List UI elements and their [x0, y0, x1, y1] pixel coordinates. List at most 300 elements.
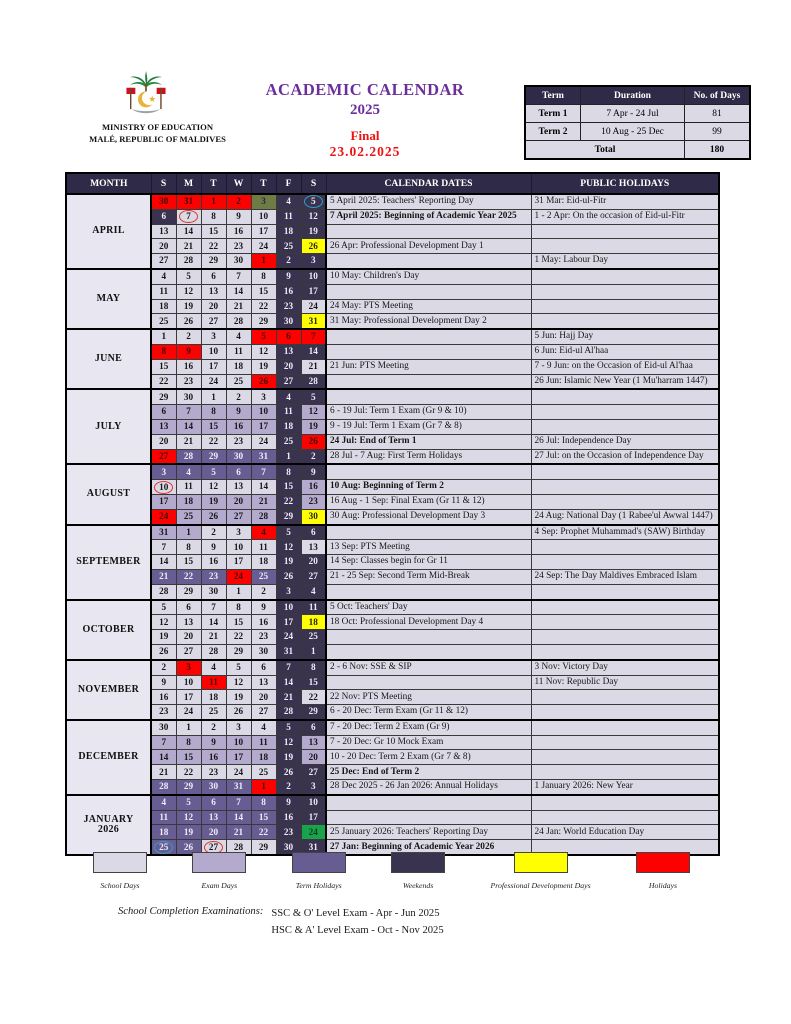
day-cell-school-day: 2 — [226, 389, 251, 404]
calendar-week-row — [66, 344, 719, 359]
day-cell-school-day: 30 — [251, 644, 276, 659]
day-cell-weekend: 11 — [276, 405, 301, 420]
public-holiday-cell — [531, 464, 719, 479]
day-cell-school-day: 8 — [226, 600, 251, 615]
month-label: APRIL — [66, 194, 151, 269]
day-cell-school-day: 16 — [201, 555, 226, 570]
title-block — [240, 80, 490, 160]
ministry-line2: MALÉ, REPUBLIC OF MALDIVES — [89, 134, 226, 145]
day-cell-school-day: 11 — [151, 284, 176, 299]
month-label: DECEMBER — [66, 720, 151, 795]
calendar-week-row — [66, 705, 719, 720]
weekday-col-header: T — [201, 173, 226, 194]
public-holiday-cell — [531, 389, 719, 404]
day-cell-weekend: 10 — [301, 269, 326, 284]
day-cell-school-day: 20 — [201, 299, 226, 314]
day-cell-term-holiday: 4 — [176, 464, 201, 479]
day-cell-weekend: 18 — [276, 224, 301, 239]
day-cell-holiday: 26 — [251, 374, 276, 389]
legend-swatch — [636, 852, 690, 873]
term-col-header: Term — [525, 86, 581, 105]
calendar-date-cell: 10 Aug: Beginning of Term 2 — [326, 480, 531, 495]
day-cell-exam-day: 23 — [301, 494, 326, 509]
calendar-week-row — [66, 644, 719, 659]
calendar-date-cell — [326, 224, 531, 239]
day-cell-term-holiday: 18 — [151, 825, 176, 840]
calendar-date-cell — [326, 329, 531, 344]
day-cell-holiday: 1 — [251, 254, 276, 269]
calendar-week-row — [66, 735, 719, 750]
legend-item — [490, 852, 590, 890]
calendar-week-row — [66, 494, 719, 509]
day-cell-school-day: 30 — [226, 254, 251, 269]
legend-label: Exam Days — [201, 881, 238, 890]
day-cell-school-day: 14 — [251, 480, 276, 495]
calendar-week-row — [66, 600, 719, 615]
public-holiday-cell — [531, 284, 719, 299]
day-cell-school-day: 29 — [176, 584, 201, 599]
day-cell-school-day: 26 — [176, 314, 201, 329]
day-cell-school-day: 29 — [251, 840, 276, 855]
day-cell-exam-day: 17 — [226, 750, 251, 765]
day-cell-school-day — [176, 209, 201, 224]
day-cell-weekend: 23 — [276, 825, 301, 840]
day-cell-exam-day: 8 — [201, 405, 226, 420]
day-cell-school-day: 7 — [151, 540, 176, 555]
day-cell-school-day: 1 — [201, 389, 226, 404]
day-cell-term-holiday: 19 — [176, 825, 201, 840]
day-cell-weekend: 31 — [301, 840, 326, 855]
day-cell-school-day: 8 — [176, 540, 201, 555]
day-cell-term-holiday: 26 — [176, 840, 201, 855]
calendar-week-row — [66, 239, 719, 254]
school-completion-label: School Completion Examinations: — [118, 906, 264, 917]
day-cell-holiday: 5 — [251, 329, 276, 344]
calendar-date-cell: 26 Apr: Professional Development Day 1 — [326, 239, 531, 254]
day-cell-weekend: 19 — [301, 224, 326, 239]
public-holiday-cell: 4 Sep: Prophet Muhammad's (SAW) Birthday — [531, 525, 719, 540]
public-holiday-cell — [531, 690, 719, 705]
calendar-date-cell — [326, 795, 531, 810]
day-cell-school-day: 1 — [151, 329, 176, 344]
day-cell-school-day: 22 — [176, 765, 201, 780]
day-cell-weekend: 3 — [276, 584, 301, 599]
month-label: JUNE — [66, 329, 151, 389]
day-cell-term-holiday: 6 — [226, 464, 251, 479]
day-cell-weekend: 29 — [276, 509, 301, 524]
day-cell-weekend: 25 — [276, 239, 301, 254]
day-cell-school-day: 25 — [151, 314, 176, 329]
month-label: SEPTEMBER — [66, 525, 151, 600]
emblem-graphic — [119, 70, 173, 118]
day-cell-school-day: 24 — [176, 705, 201, 720]
calendar-date-cell: 5 Oct: Teachers' Day — [326, 600, 531, 615]
calendar-date-cell: 6 - 20 Dec: Term Exam (Gr 11 & 12) — [326, 705, 531, 720]
public-holiday-cell — [531, 494, 719, 509]
calendar-week-row — [66, 464, 719, 479]
day-cell-holiday: 8 — [151, 344, 176, 359]
day-cell-weekend: 10 — [301, 795, 326, 810]
calendar-date-cell: 7 - 20 Dec: Gr 10 Mock Exam — [326, 735, 531, 750]
calendar-date-cell: 7 April 2025: Beginning of Academic Year 2025 — [326, 209, 531, 224]
calendar-date-cell: 6 - 19 Jul: Term 1 Exam (Gr 9 & 10) — [326, 405, 531, 420]
academic-calendar-table — [65, 172, 720, 856]
day-cell-school-day: 2 — [201, 720, 226, 735]
public-holiday-cell — [531, 720, 719, 735]
calendar-week-row — [66, 540, 719, 555]
public-holiday-cell — [531, 735, 719, 750]
public-holiday-cell — [531, 795, 719, 810]
day-cell-weekend: 1 — [276, 449, 301, 464]
day-cell-weekend: 4 — [301, 584, 326, 599]
maldives-emblem — [116, 70, 176, 118]
day-cell-school-day: 13 — [251, 675, 276, 690]
day-cell-school-day: 2 — [176, 329, 201, 344]
day-cell-school-day: 17 — [176, 690, 201, 705]
day-cell-exam-day: 10 — [251, 405, 276, 420]
calendar-week-row — [66, 209, 719, 224]
day-cell-weekend: 30 — [276, 314, 301, 329]
day-cell-term-holiday: 23 — [201, 569, 226, 584]
calendar-date-cell: 2 - 6 Nov: SSE & SIP — [326, 660, 531, 675]
day-cell-school-day: 27 — [151, 254, 176, 269]
day-cell-school-day: 22 — [251, 299, 276, 314]
day-cell-school-day: 12 — [226, 675, 251, 690]
day-cell-school-day: 4 — [151, 269, 176, 284]
day-cell-school-day: 13 — [226, 480, 251, 495]
day-cell-exam-day: 27 — [226, 509, 251, 524]
day-cell-weekend: 16 — [276, 810, 301, 825]
day-cell-weekend: 4 — [276, 194, 301, 209]
day-cell-weekend — [301, 194, 326, 209]
day-cell-school-day: 25 — [201, 705, 226, 720]
day-cell-school-day: 16 — [151, 690, 176, 705]
day-cell-school-day: 23 — [226, 239, 251, 254]
day-cell-school-day: 18 — [226, 359, 251, 374]
day-cell-term-holiday: 22 — [251, 825, 276, 840]
calendar-date-cell: 24 May: PTS Meeting — [326, 299, 531, 314]
day-cell-weekend: 17 — [301, 810, 326, 825]
day-cell-school-day: 27 — [176, 644, 201, 659]
legend-item — [93, 852, 147, 890]
day-cell-school-day: 9 — [151, 675, 176, 690]
day-cell-school-day: 21 — [176, 434, 201, 449]
public-holiday-cell: 26 Jun: Islamic New Year (1 Mu'harram 1447) — [531, 374, 719, 389]
day-cell-holiday: 24 — [151, 509, 176, 524]
calendar-date-cell: 21 Jun: PTS Meeting — [326, 359, 531, 374]
day-cell-school-day: 21 — [176, 239, 201, 254]
day-cell-school-day: 27 — [251, 705, 276, 720]
day-cell-school-day: 19 — [151, 630, 176, 645]
day-cell-holiday: 31 — [176, 194, 201, 209]
day-cell-exam-day: 9 — [226, 405, 251, 420]
day-cell-weekend: 17 — [276, 615, 301, 630]
day-cell-weekend: 19 — [276, 750, 301, 765]
day-cell-school-day: 12 — [176, 284, 201, 299]
day-cell-school-day: 30 — [201, 584, 226, 599]
day-cell-school-day: 11 — [226, 344, 251, 359]
day-cell-school-day: 10 — [226, 540, 251, 555]
day-cell-school-day: 30 — [151, 720, 176, 735]
legend-swatch — [391, 852, 445, 873]
day-cell-school-day: 3 — [226, 720, 251, 735]
calendar-week-row — [66, 269, 719, 284]
public-holiday-cell — [531, 615, 719, 630]
calendar-date-cell: 30 Aug: Professional Development Day 3 — [326, 509, 531, 524]
day-cell-weekend: 26 — [276, 765, 301, 780]
public-holiday-cell — [531, 224, 719, 239]
day-cell-school-day: 18 — [151, 299, 176, 314]
day-cell-school-day: 20 — [176, 630, 201, 645]
day-cell-exam-day: 7 — [176, 405, 201, 420]
day-cell-weekend: 22 — [276, 494, 301, 509]
day-cell-exam-day: 25 — [176, 509, 201, 524]
calendar-date-cell — [326, 644, 531, 659]
calendar-dates-col-header: CALENDAR DATES — [326, 173, 531, 194]
calendar-date-cell — [326, 284, 531, 299]
day-cell-holiday: 1 — [201, 194, 226, 209]
day-cell-school-day: 21 — [301, 359, 326, 374]
term-summary-cell: 7 Apr - 24 Jul — [581, 105, 685, 123]
public-holiday-cell: 5 Jun: Hajj Day — [531, 329, 719, 344]
day-cell-term-holiday: 29 — [201, 449, 226, 464]
day-cell-exam-day: 15 — [176, 750, 201, 765]
day-cell-weekend: 2 — [276, 780, 301, 795]
day-cell-school-day: 14 — [151, 555, 176, 570]
revision-date: 23.02.2025 — [329, 144, 401, 159]
day-cell-school-day: 22 — [226, 630, 251, 645]
day-cell-school-day: 25 — [251, 765, 276, 780]
day-cell-school-day: 25 — [226, 374, 251, 389]
day-cell-weekend: 4 — [276, 389, 301, 404]
day-cell-weekend: 8 — [276, 464, 301, 479]
day-cell-weekend: 25 — [301, 630, 326, 645]
term-summary-header-row — [525, 86, 750, 105]
day-cell-professional-development-day: 31 — [301, 314, 326, 329]
day-cell-school-day: 12 — [151, 615, 176, 630]
day-cell-weekend: 12 — [276, 735, 301, 750]
day-cell-term-holiday: 7 — [251, 464, 276, 479]
duration-col-header: Duration — [581, 86, 685, 105]
day-cell-weekend: 15 — [301, 675, 326, 690]
calendar-date-cell — [326, 810, 531, 825]
red-circle-marker: 10 — [154, 481, 173, 494]
day-cell-term-holiday: 28 — [151, 780, 176, 795]
day-cell-weekend: 11 — [276, 209, 301, 224]
day-cell-term-holiday: 30 — [226, 449, 251, 464]
legend-item — [391, 852, 445, 890]
day-cell-exam-day: 16 — [201, 750, 226, 765]
term-summary-table — [524, 85, 751, 160]
day-cell-holiday: 4 — [251, 525, 276, 540]
day-cell-school-day: 16 — [176, 359, 201, 374]
day-cell-school-day: 2 — [151, 660, 176, 675]
calendar-date-cell — [326, 525, 531, 540]
weekday-col-header: M — [176, 173, 201, 194]
day-cell-school-day: 20 — [251, 690, 276, 705]
day-cell-school-day: 11 — [176, 480, 201, 495]
public-holiday-cell — [531, 765, 719, 780]
day-cell-weekend: 14 — [301, 344, 326, 359]
day-cell-school-day: 9 — [226, 209, 251, 224]
calendar-week-row — [66, 825, 719, 840]
day-cell-school-day: 16 — [226, 224, 251, 239]
calendar-week-row — [66, 359, 719, 374]
total-value: 180 — [685, 141, 751, 160]
calendar-week-row — [66, 780, 719, 795]
calendar-week-row — [66, 720, 719, 735]
day-cell-school-day: 28 — [176, 254, 201, 269]
legend-label: Professional Development Days — [490, 881, 591, 890]
page-title: ACADEMIC CALENDAR — [265, 80, 465, 99]
month-label: OCTOBER — [66, 600, 151, 660]
day-cell-school-day: 3 — [251, 389, 276, 404]
day-cell-term-holiday: 8 — [251, 795, 276, 810]
day-cell-holiday: 2 — [226, 194, 251, 209]
legend-item — [636, 852, 690, 890]
calendar-week-row — [66, 569, 719, 584]
day-cell-school-day: 24 — [301, 299, 326, 314]
public-holiday-cell: 24 Aug: National Day (1 Rabee'ul Awwal 1447) — [531, 509, 719, 524]
day-cell-olive-special-day: 3 — [251, 194, 276, 209]
blue-circle-marker: 25 — [154, 841, 173, 854]
term-summary-body — [525, 105, 750, 160]
day-cell-school-day: 23 — [201, 765, 226, 780]
calendar-week-row — [66, 555, 719, 570]
day-cell-weekend: 30 — [276, 840, 301, 855]
day-cell-school-day: 19 — [226, 690, 251, 705]
calendar-date-cell: 24 Jul: End of Term 1 — [326, 434, 531, 449]
day-cell-school-day: 24 — [251, 239, 276, 254]
day-cell-school-day: 6 — [251, 660, 276, 675]
day-cell-exam-day: 20 — [226, 494, 251, 509]
day-cell-holiday: 11 — [201, 675, 226, 690]
day-cell-weekend: 28 — [301, 374, 326, 389]
ministry-line1: MINISTRY OF EDUCATION — [101, 122, 214, 132]
term-summary-row — [525, 105, 750, 123]
day-cell-weekend: 6 — [151, 209, 176, 224]
day-cell-term-holiday: 21 — [151, 569, 176, 584]
day-cell-weekend: 6 — [301, 525, 326, 540]
calendar-body — [66, 194, 719, 855]
calendar-week-row — [66, 660, 719, 675]
day-cell-weekend: 3 — [301, 254, 326, 269]
day-cell-holiday: 24 — [226, 569, 251, 584]
day-cell-term-holiday: 4 — [151, 795, 176, 810]
day-cell-exam-day: 14 — [151, 750, 176, 765]
day-cell-school-day: 24 — [251, 434, 276, 449]
calendar-week-row — [66, 765, 719, 780]
calendar-date-cell: 18 Oct: Professional Development Day 4 — [326, 615, 531, 630]
day-cell-school-day: 9 — [201, 540, 226, 555]
calendar-date-cell: 27 Jan: Beginning of Academic Year 2026 — [326, 840, 531, 855]
day-cell-holiday: 26 — [301, 434, 326, 449]
term-summary-total-row — [525, 141, 750, 160]
day-cell-school-day: 5 — [176, 269, 201, 284]
public-holiday-cell — [531, 299, 719, 314]
day-cell-professional-development-day: 30 — [301, 509, 326, 524]
public-holiday-cell — [531, 810, 719, 825]
day-cell-holiday: 9 — [176, 344, 201, 359]
public-holiday-cell: 24 Jan: World Education Day — [531, 825, 719, 840]
day-cell-professional-development-day: 26 — [301, 239, 326, 254]
calendar-week-row — [66, 224, 719, 239]
day-cell-weekend: 13 — [276, 344, 301, 359]
day-cell-school-day: 21 — [226, 299, 251, 314]
calendar-week-row — [66, 750, 719, 765]
weekday-col-header: T — [251, 173, 276, 194]
day-cell-school-day: 21 — [201, 630, 226, 645]
day-cell-weekend: 2 — [301, 449, 326, 464]
day-cell-exam-day: 28 — [251, 509, 276, 524]
day-cell-exam-day: 14 — [176, 419, 201, 434]
day-cell-school-day: 28 — [226, 314, 251, 329]
calendar-date-cell: 25 January 2026: Teachers' Reporting Day — [326, 825, 531, 840]
day-cell-weekend: 9 — [301, 464, 326, 479]
day-cell-weekend: 1 — [301, 644, 326, 659]
month-col-header: MONTH — [66, 173, 151, 194]
calendar-date-cell: 28 Jul - 7 Aug: First Term Holidays — [326, 449, 531, 464]
day-cell-holiday: 30 — [151, 194, 176, 209]
day-cell-weekend: 6 — [301, 720, 326, 735]
day-cell-exam-day: 15 — [201, 419, 226, 434]
day-cell-weekend: 9 — [276, 269, 301, 284]
day-cell-school-day — [151, 480, 176, 495]
day-cell-school-day: 29 — [251, 314, 276, 329]
public-holiday-cell — [531, 630, 719, 645]
day-cell-school-day: 6 — [201, 269, 226, 284]
calendar-week-row — [66, 314, 719, 329]
calendar-date-cell — [326, 374, 531, 389]
term-summary-cell: Term 1 — [525, 105, 581, 123]
day-cell-school-day: 12 — [201, 480, 226, 495]
public-holiday-cell — [531, 644, 719, 659]
public-holiday-cell — [531, 555, 719, 570]
day-cell-weekend: 15 — [276, 480, 301, 495]
day-cell-school-day: 24 — [201, 374, 226, 389]
day-cell-holiday: 6 — [276, 329, 301, 344]
weekday-col-header: S — [301, 173, 326, 194]
day-cell-school-day: 26 — [226, 705, 251, 720]
school-completion-note — [118, 906, 444, 940]
day-cell-school-day: 23 — [176, 374, 201, 389]
public-holiday-cell: 6 Jun: Eid-ul Al'haa — [531, 344, 719, 359]
calendar-date-cell — [326, 254, 531, 269]
calendar-week-row — [66, 615, 719, 630]
day-cell-exam-day: 9 — [201, 735, 226, 750]
month-label: MAY — [66, 269, 151, 329]
legend-label: Holidays — [648, 881, 678, 890]
day-cell-school-day: 5 — [226, 660, 251, 675]
calendar-date-cell: 13 Sep: PTS Meeting — [326, 540, 531, 555]
legend-item — [192, 852, 246, 890]
public-holiday-cell — [531, 600, 719, 615]
public-holiday-cell: 3 Nov: Victory Day — [531, 660, 719, 675]
day-cell-school-day: 7 — [226, 269, 251, 284]
calendar-week-row — [66, 405, 719, 420]
day-cell-weekend: 19 — [276, 555, 301, 570]
public-holiday-cell — [531, 269, 719, 284]
day-cell-weekend: 24 — [276, 630, 301, 645]
day-cell-school-day: 10 — [251, 209, 276, 224]
day-cell-term-holiday: 25 — [251, 569, 276, 584]
day-cell-weekend: 5 — [301, 389, 326, 404]
legend-item — [292, 852, 346, 890]
calendar-date-cell — [326, 675, 531, 690]
day-cell-weekend: 21 — [276, 690, 301, 705]
public-holiday-cell: 1 January 2026: New Year — [531, 780, 719, 795]
calendar-week-row — [66, 509, 719, 524]
